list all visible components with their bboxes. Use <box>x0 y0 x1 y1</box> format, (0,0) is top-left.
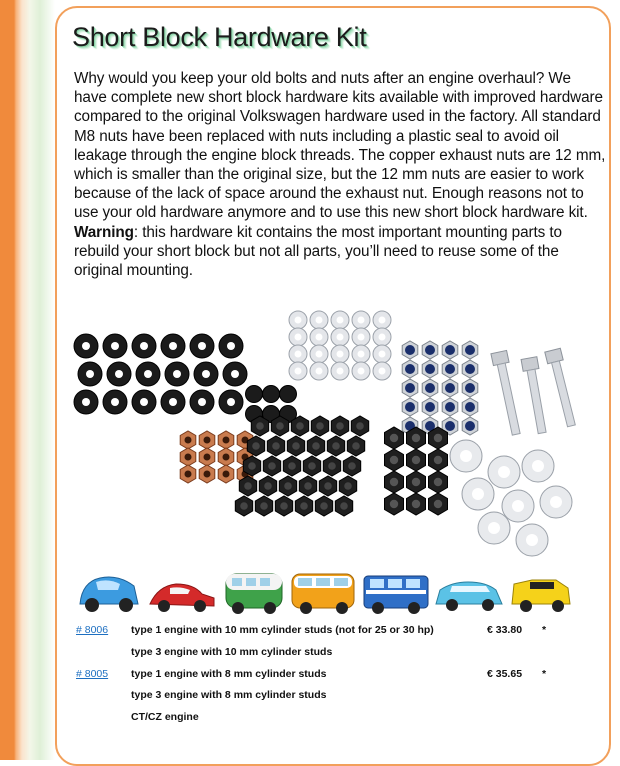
product-description: type 3 engine with 8 mm cylinder studs <box>131 689 327 701</box>
intro-text: Why would you keep your old bolts and nuts after an engine overhaul? We have complete new short block hardware kits available with improved hardware compared to the original Volkswagen hardware used in the factory. All standard M8 nuts have been replaced with nuts including a plastic seal to avoid oil leakage through the engine block threads. The copper exhaust nuts are 12 mm, which is smaller than the original size, but the 12 mm nuts are easier to work because of the lack of space around the exhaust nut. Enough reasons not to use your old hardware anymore and to use this new short block hardware kit. <box>74 70 606 222</box>
hardware-photo <box>64 306 584 568</box>
product-price: € 35.65 <box>487 668 523 680</box>
product-mark: * <box>542 668 547 680</box>
product-description: type 1 engine with 8 mm cylinder studs <box>131 668 327 680</box>
product-description: CT/CZ engine <box>131 711 199 723</box>
car-thing <box>512 580 570 612</box>
product-price: € 33.80 <box>487 624 523 636</box>
product-description: type 3 engine with 10 mm cylinder studs <box>131 646 333 658</box>
car-beetle <box>80 577 138 612</box>
description <box>74 69 606 280</box>
black-nuts <box>235 416 368 516</box>
copper-nuts <box>180 431 253 483</box>
warning-text: : this hardware kit contains the most important mounting parts to rebuild your short block but not all parts, you’ll need to reuse some of the original mounting. <box>74 223 562 280</box>
page-title: Short Block Hardware Kit <box>72 22 367 52</box>
lock-nuts <box>402 341 478 435</box>
black-washers <box>74 334 247 414</box>
car-bus-t3 <box>364 576 428 614</box>
product-description: type 1 engine with 10 mm cylinder studs (not for 25 or 30 hp) <box>131 624 434 636</box>
car-type-3 <box>436 582 502 611</box>
bolts <box>491 348 579 436</box>
large-washers <box>450 440 572 556</box>
car-karmann-ghia <box>150 584 214 612</box>
warning-label: Warning <box>74 223 134 241</box>
dome-nuts <box>246 386 297 423</box>
product-number-link[interactable]: # 8005 <box>76 668 109 680</box>
product-mark: * <box>542 624 547 636</box>
large-black-nuts <box>385 427 448 515</box>
car-bus-t1 <box>226 574 282 614</box>
product-number-link[interactable]: # 8006 <box>76 624 109 636</box>
side-stripe <box>0 0 55 760</box>
car-bus-t2 <box>292 574 354 614</box>
vw-cars <box>74 566 594 614</box>
silver-washers <box>289 311 391 380</box>
